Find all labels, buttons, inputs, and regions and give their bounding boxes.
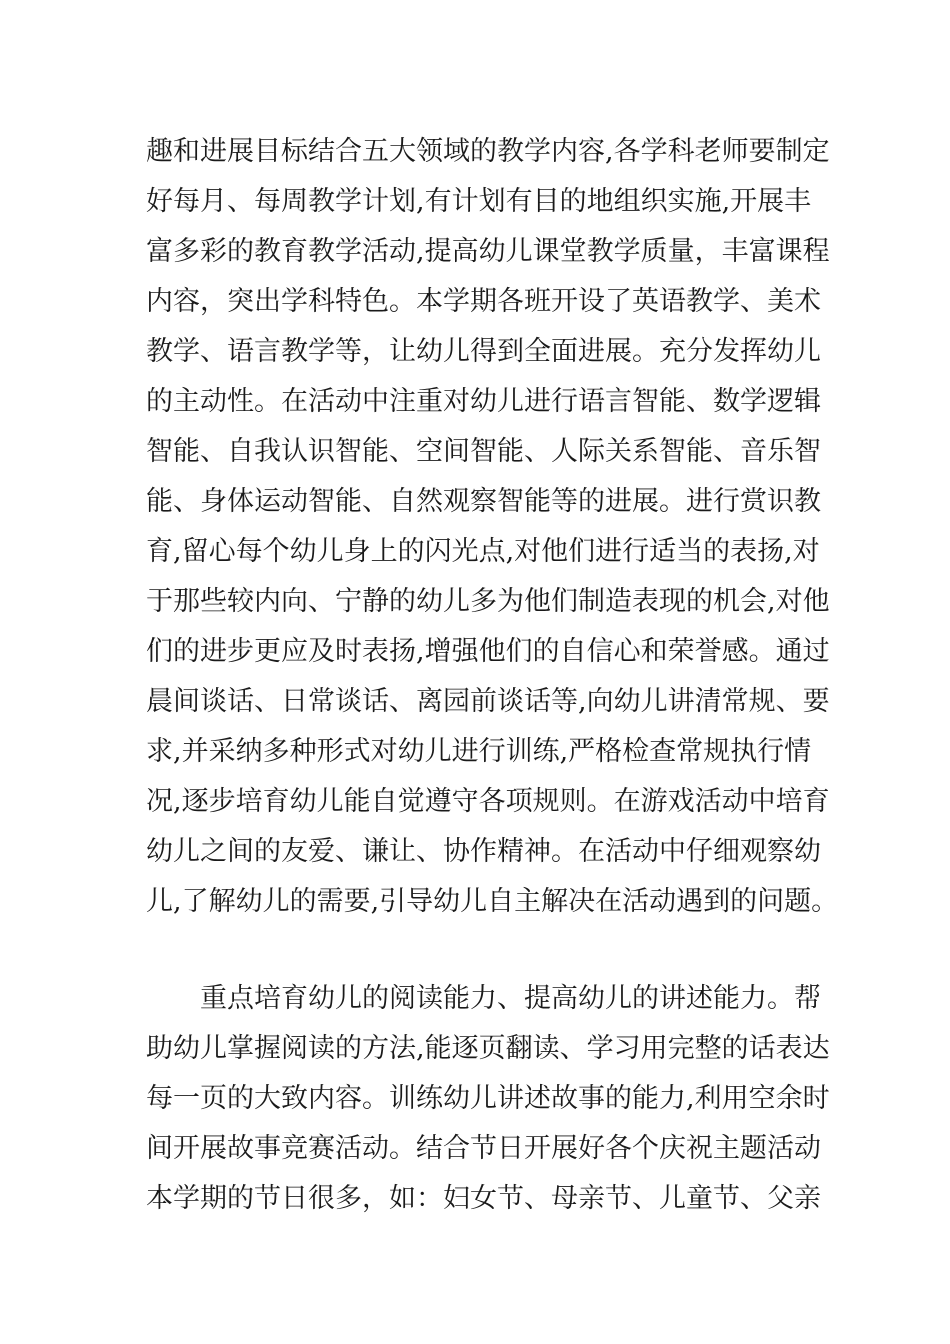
text-line: 本学期的节日很多，如：妇女节、母亲节、儿童节、父亲 <box>146 1183 821 1214</box>
text-line: 幼儿之间的友爱、谦让、协作精神。在活动中仔细观察幼 <box>146 836 821 867</box>
text-line: 于那些较内向、宁静的幼儿多为他们制造表现的机会,对他 <box>146 586 830 617</box>
text-line: 求,并采纳多种形式对幼儿进行训练,严格检查常规执行情 <box>146 736 812 767</box>
text-line: 好每月、每周教学计划,有计划有目的地组织实施,开展丰 <box>146 186 812 217</box>
text-line: 况,逐步培育幼儿能自觉遵守各项规则。在游戏活动中培育 <box>146 786 830 817</box>
text-line: 内容，突出学科特色。本学期各班开设了英语教学、美术 <box>146 286 821 317</box>
text-line: 晨间谈话、日常谈话、离园前谈话等,向幼儿讲清常规、要 <box>146 686 830 717</box>
body-paragraph <box>146 974 830 1224</box>
text-line: 教学、语言教学等，让幼儿得到全面进展。充分发挥幼儿 <box>146 336 821 367</box>
text-line: 趣和进展目标结合五大领域的教学内容,各学科老师要制定 <box>146 136 830 167</box>
text-line: 能、身体运动智能、自然观察智能等的进展。进行赏识教 <box>146 486 821 517</box>
text-line: 间开展故事竞赛活动。结合节日开展好各个庆祝主题活动 <box>146 1133 821 1164</box>
text-line: 重点培育幼儿的阅读能力、提高幼儿的讲述能力。帮 <box>146 983 821 1014</box>
body-paragraph <box>146 127 839 927</box>
text-line: 富多彩的教育教学活动,提高幼儿课堂教学质量，丰富课程 <box>146 236 830 267</box>
text-line: 育,留心每个幼儿身上的闪光点,对他们进行适当的表扬,对 <box>146 536 820 567</box>
text-line: 儿,了解幼儿的需要,引导幼儿自主解决在活动遇到的问题。 <box>146 886 839 917</box>
text-line: 每一页的大致内容。训练幼儿讲述故事的能力,利用空余时 <box>146 1083 830 1114</box>
text-line: 智能、自我认识智能、空间智能、人际关系智能、音乐智 <box>146 436 821 467</box>
text-line: 的主动性。在活动中注重对幼儿进行语言智能、数学逻辑 <box>146 386 821 417</box>
text-line: 们的进步更应及时表扬,增强他们的自信心和荣誉感。通过 <box>146 636 830 667</box>
text-line: 助幼儿掌握阅读的方法,能逐页翻读、学习用完整的话表达 <box>146 1033 830 1064</box>
